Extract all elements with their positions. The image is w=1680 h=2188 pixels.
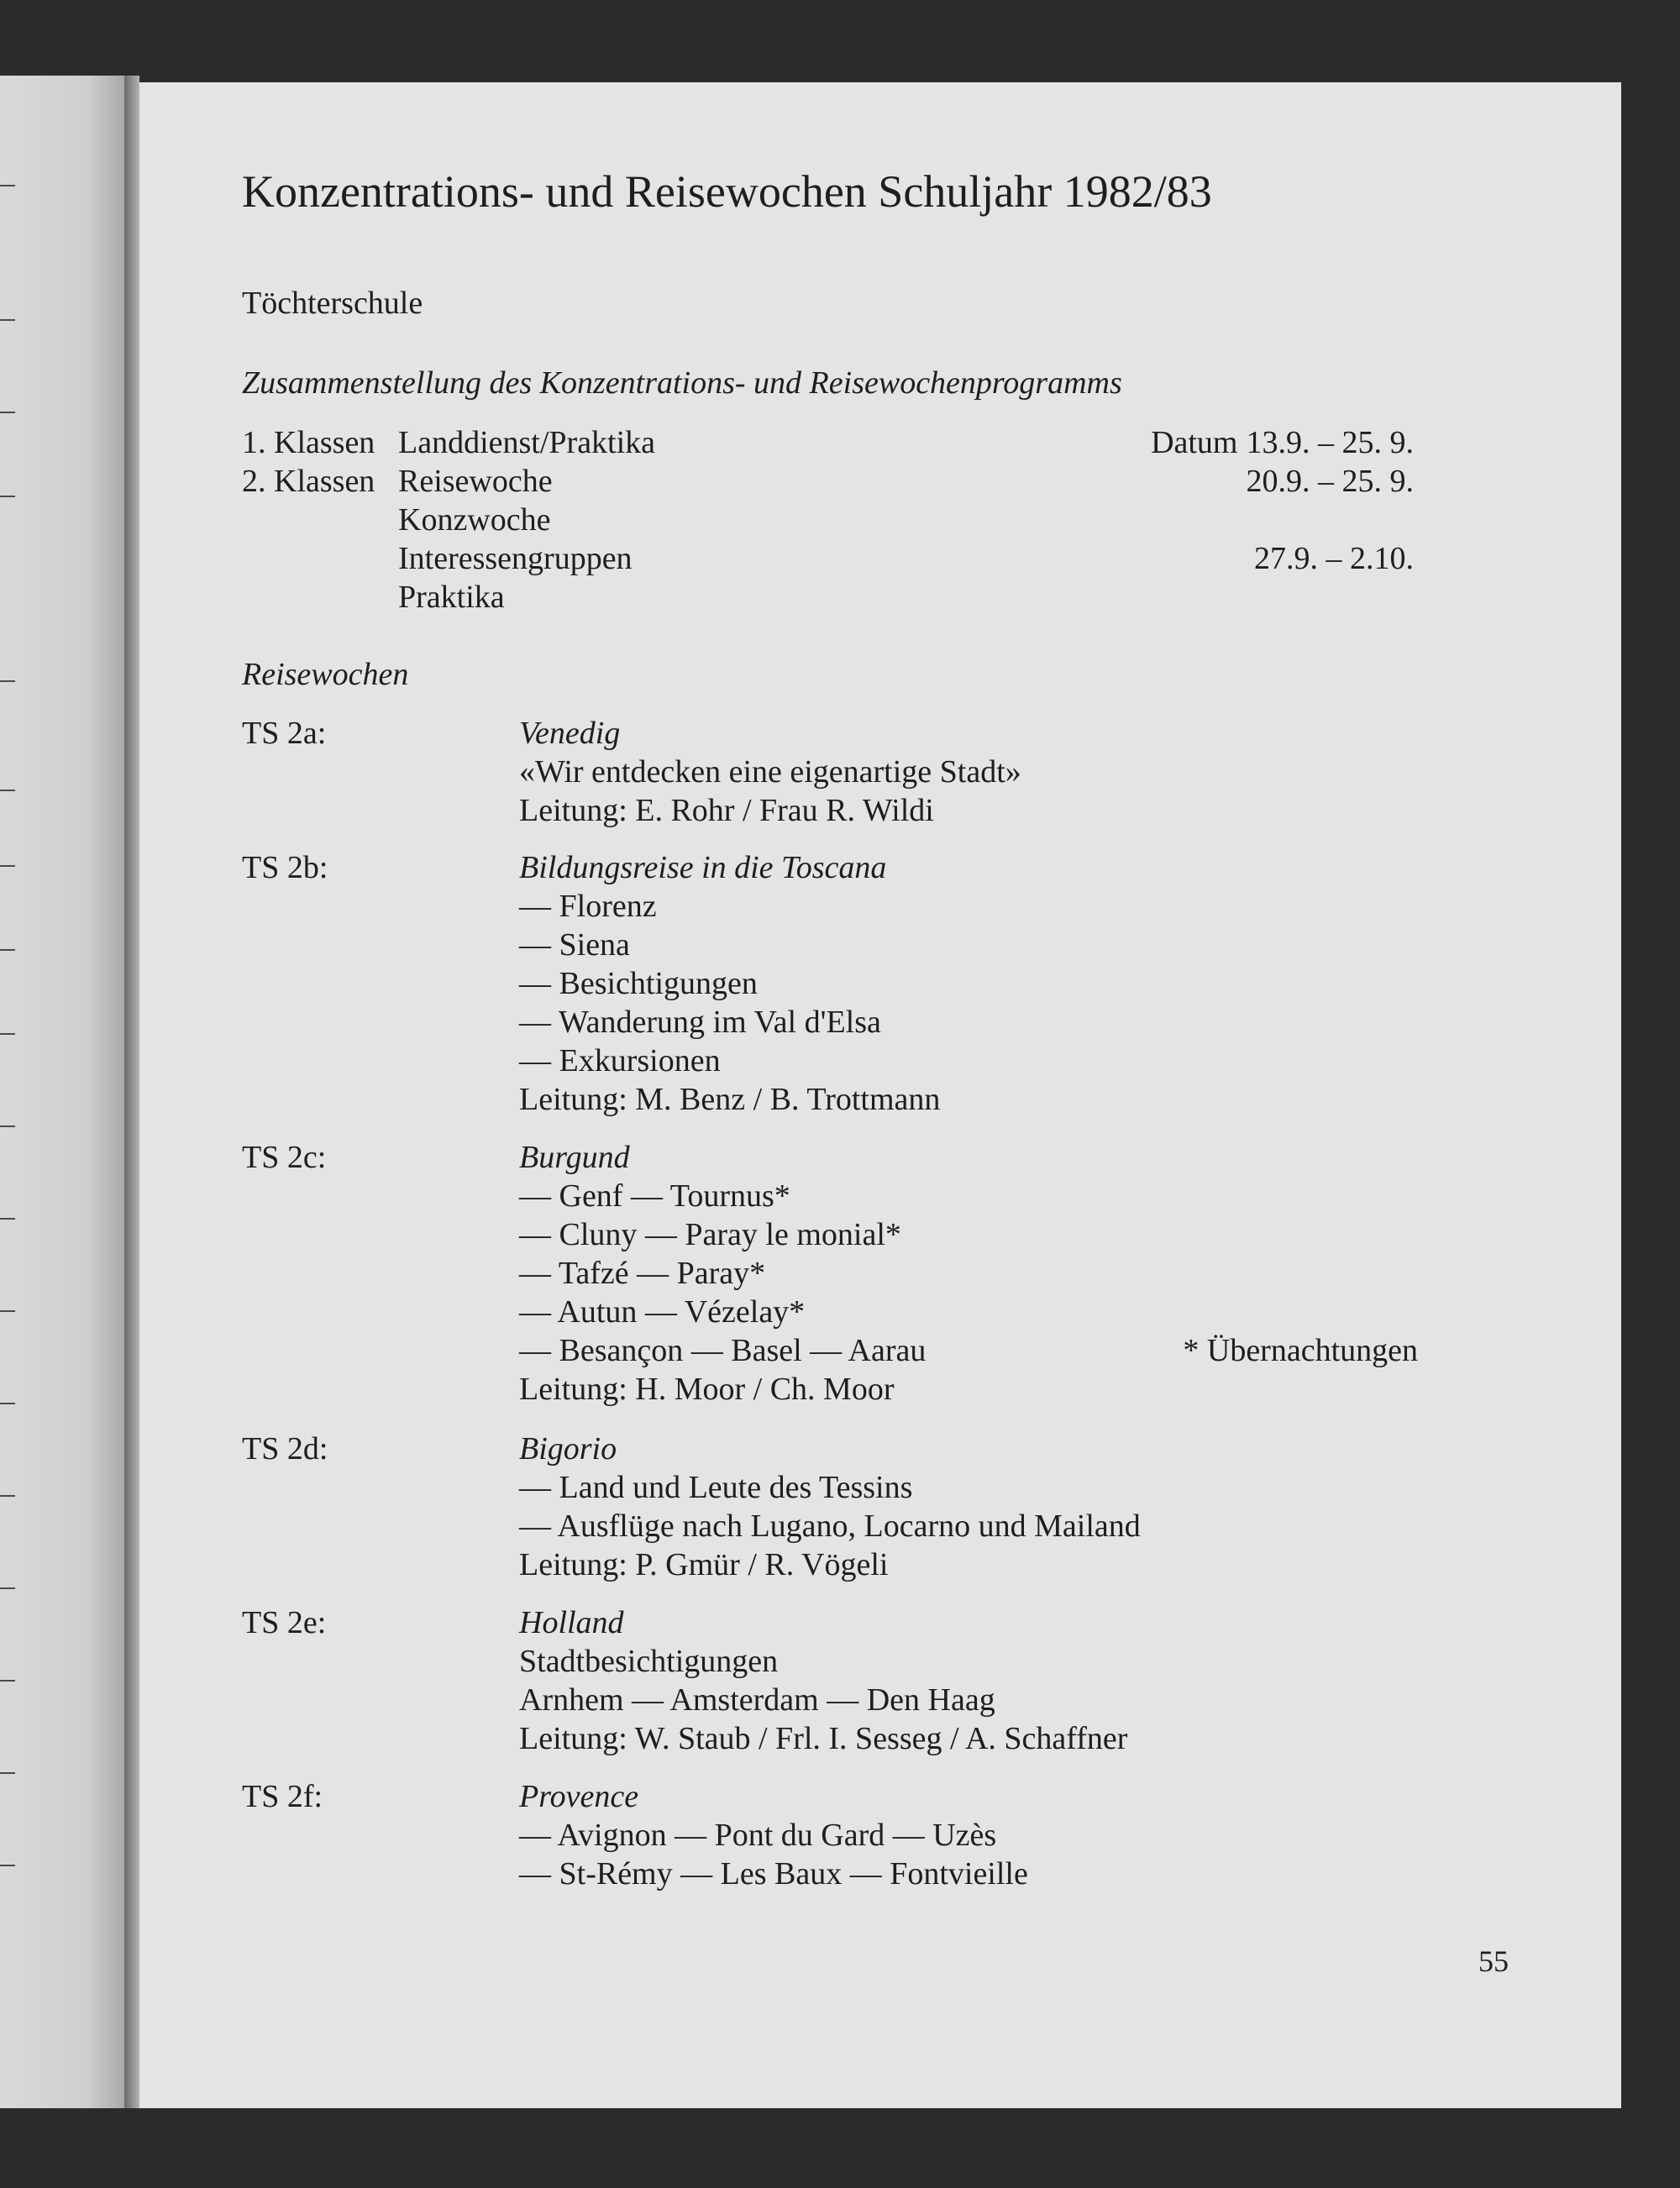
schedule-row — [242, 539, 1414, 578]
facing-page-mark — [0, 412, 15, 413]
facing-page-mark — [0, 1772, 15, 1774]
trip-destination: Provence — [519, 1779, 639, 1814]
trip-code: TS 2b: — [242, 850, 328, 885]
schedule-datum-label: Datum — [1151, 425, 1238, 460]
trip-line: — Besançon — Basel — Aarau — [519, 1333, 927, 1368]
facing-page-mark — [0, 949, 15, 951]
schedule-row — [242, 578, 1414, 617]
trip-destination: Bigorio — [519, 1431, 617, 1467]
school-name: Töchterschule — [242, 286, 423, 321]
schedule-dates: 13.9. – 25. 9. — [1246, 425, 1414, 460]
facing-page-mark — [0, 1680, 15, 1682]
facing-page-mark — [0, 1865, 15, 1866]
facing-page-mark — [0, 1495, 15, 1497]
page-number: 55 — [1478, 1944, 1509, 1978]
trip-line: — Siena — [519, 927, 630, 963]
schedule-class: 2. Klassen — [242, 464, 375, 499]
program-heading: Zusammenstellung des Konzentrations- und Reisewochenprogramms — [242, 365, 1122, 401]
facing-page-mark — [0, 790, 15, 791]
trip-leader: Leitung: M. Benz / B. Trottmann — [519, 1082, 941, 1117]
trip-code: TS 2f: — [242, 1779, 323, 1814]
trip-line: — Autun — Vézelay* — [519, 1294, 806, 1330]
facing-page-mark — [0, 1033, 15, 1035]
facing-page-mark — [0, 1310, 15, 1312]
trip-leader: Leitung: H. Moor / Ch. Moor — [519, 1372, 895, 1407]
facing-page-mark — [0, 1587, 15, 1589]
trip-leader: Leitung: W. Staub / Frl. I. Sesseg / A. Schaffner — [519, 1721, 1128, 1756]
trip-line: Arnhem — Amsterdam — Den Haag — [519, 1682, 995, 1718]
trip-line: — Exkursionen — [519, 1043, 721, 1078]
document-page — [139, 82, 1621, 2108]
trip-details — [519, 848, 1418, 1119]
schedule-class: 1. Klassen — [242, 425, 375, 460]
facing-page-mark — [0, 865, 15, 867]
trip-line: — Genf — Tournus* — [519, 1178, 790, 1214]
facing-page-mark — [0, 680, 15, 682]
schedule-activity: Konzwoche — [398, 502, 551, 538]
trip-line: — Tafzé — Paray* — [519, 1256, 766, 1291]
trip-line: — Besichtigungen — [519, 966, 758, 1001]
facing-page-edge — [0, 76, 124, 2108]
schedule-activity: Praktika — [398, 580, 505, 615]
reisewochen-heading: Reisewochen — [242, 657, 409, 692]
trip-line: — Ausflüge nach Lugano, Locarno und Mailand — [519, 1509, 1141, 1544]
page-title: Konzentrations- und Reisewochen Schuljahr 1982/83 — [242, 166, 1212, 217]
trip-line: — Avignon — Pont du Gard — Uzès — [519, 1818, 997, 1853]
schedule-dates: 27.9. – 2.10. — [1254, 541, 1414, 576]
trip-destination: Burgund — [519, 1140, 630, 1175]
facing-page-mark — [0, 185, 15, 186]
facing-page-mark — [0, 1218, 15, 1220]
trip-line: — St-Rémy — Les Baux — Fontvieille — [519, 1856, 1028, 1892]
trip-destination: Holland — [519, 1605, 624, 1640]
trip-details — [519, 1603, 1418, 1758]
trip-details — [519, 1430, 1418, 1584]
trip-line: «Wir entdecken eine eigenartige Stadt» — [519, 754, 1021, 790]
schedule-activity: Landdienst/Praktika — [398, 425, 656, 460]
trip-code: TS 2d: — [242, 1431, 328, 1467]
trip-code: TS 2c: — [242, 1140, 327, 1175]
schedule-dates-cell — [1151, 423, 1414, 462]
schedule-activity: Reisewoche — [398, 464, 553, 499]
trip-leader: Leitung: P. Gmür / R. Vögeli — [519, 1547, 889, 1582]
schedule-row — [242, 462, 1414, 501]
overnight-footnote: * Übernachtungen — [1183, 1333, 1418, 1368]
book-gutter — [124, 76, 139, 2108]
facing-page-mark — [0, 496, 15, 497]
trip-line: — Wanderung im Val d'Elsa — [519, 1005, 881, 1040]
trip-line: — Cluny — Paray le monial* — [519, 1217, 901, 1252]
facing-page-mark — [0, 319, 15, 321]
facing-page-mark — [0, 1403, 15, 1404]
schedule-dates: 20.9. – 25. 9. — [1246, 464, 1414, 499]
facing-page-mark — [0, 1125, 15, 1127]
trip-leader: Leitung: E. Rohr / Frau R. Wildi — [519, 793, 934, 828]
schedule-row — [242, 423, 1414, 462]
trip-destination: Bildungsreise in die Toscana — [519, 850, 887, 885]
trip-details — [519, 1777, 1418, 1893]
trip-line: — Florenz — [519, 889, 657, 924]
trip-code: TS 2e: — [242, 1605, 327, 1640]
trip-code: TS 2a: — [242, 716, 327, 751]
schedule-activity: Interessengruppen — [398, 541, 633, 576]
trip-details — [519, 714, 1418, 830]
trip-line: Stadtbesichtigungen — [519, 1644, 779, 1679]
trip-destination: Venedig — [519, 716, 621, 751]
schedule-row — [242, 501, 1414, 539]
trip-line: — Land und Leute des Tessins — [519, 1470, 913, 1505]
